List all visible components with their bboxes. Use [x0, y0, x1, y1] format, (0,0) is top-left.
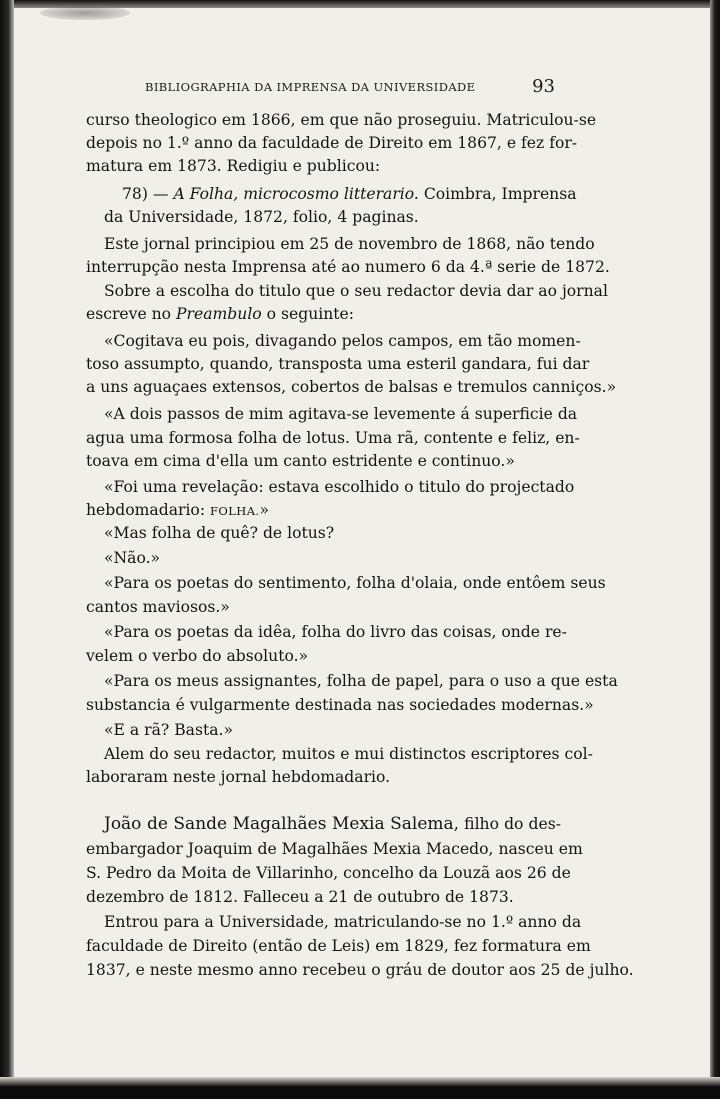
text-line: toso assumpto, quando, transposta uma esteril gandara, fui dar: [86, 355, 590, 373]
text-line: «Não.»: [104, 549, 161, 567]
text-line: dezembro de 1812. Falleceu a 21 de outubro de 1873.: [86, 888, 514, 906]
text-line: S. Pedro da Moita de Villarinho, concelho da Louzã aos 26 de: [86, 864, 571, 882]
text-line: 1837, e neste mesmo anno recebeu o gráu de doutor aos 25 de julho.: [86, 961, 634, 979]
text-line: agua uma formosa folha de lotus. Uma rã, contente e feliz, en-: [86, 429, 580, 447]
text-line: velem o verbo do absoluto.»: [86, 647, 309, 665]
text-line: toava em cima d'ella um canto estridente e continuo.»: [86, 452, 515, 470]
text-line: Este jornal principiou em 25 de novembro de 1868, não tendo: [104, 235, 595, 253]
author-name: João de Sande Magalhães Mexia Salema,: [104, 814, 460, 834]
text-line: hebdomadario: FOLHA.»: [86, 501, 270, 519]
text-line: da Universidade, 1872, folio, 4 paginas.: [104, 208, 419, 226]
running-head: BIBLIOGRAPHIA DA IMPRENSA DA UNIVERSIDADE: [145, 80, 476, 94]
text-line: faculdade de Direito (então de Leis) em 1829, fez formatura em: [86, 937, 591, 955]
scan-edge-right: [710, 0, 720, 1099]
scan-edge-left: [0, 0, 14, 1099]
text-line: matura em 1873. Redigiu e publicou:: [86, 157, 381, 175]
text-line: curso theologico em 1866, em que não proseguiu. Matriculou-se: [86, 111, 597, 129]
text-line: 78) — A Folha, microcosmo litterario. Coimbra, Imprensa: [122, 185, 577, 203]
title-italic: A Folha, microcosmo litterario.: [173, 185, 419, 203]
text-line: depois no 1.º anno da faculdade de Direito em 1867, e fez for-: [86, 134, 578, 152]
text-line: Sobre a escolha do titulo que o seu redactor devia dar ao jornal: [104, 282, 608, 300]
text-line: Alem do seu redactor, muitos e mui distinctos escriptores col-: [104, 745, 593, 763]
page-number: 93: [532, 76, 555, 97]
text-line: João de Sande Magalhães Mexia Salema, filho do des-: [104, 814, 561, 834]
text-line: «E a rã? Basta.»: [104, 721, 234, 739]
text-line: «A dois passos de mim agitava-se levemente á superficie da: [104, 405, 578, 423]
text-line: «Para os poetas da idêa, folha do livro das coisas, onde re-: [104, 623, 567, 641]
text-line: substancia é vulgarmente destinada nas sociedades modernas.»: [86, 696, 594, 714]
text-line: «Cogitava eu pois, divagando pelos campos, em tão momen-: [104, 332, 581, 350]
text-line: «Foi uma revelação: estava escolhido o titulo do projectado: [104, 478, 575, 496]
scan-shadow: [40, 6, 130, 20]
text-line: «Mas folha de quê? de lotus?: [104, 524, 335, 542]
preambulo-italic: Preambulo: [176, 305, 262, 323]
text-line: a uns aguaçaes extensos, cobertos de balsas e tremulos canniços.»: [86, 378, 617, 396]
text-line: escreve no Preambulo o seguinte:: [86, 305, 355, 323]
page-header: [145, 76, 555, 98]
text-line: interrupção nesta Imprensa até ao numero 6 da 4.ª serie de 1872.: [86, 258, 610, 276]
text-line: laboraram neste jornal hebdomadario.: [86, 768, 391, 786]
text-line: cantos maviosos.»: [86, 598, 230, 616]
folha-smallcaps: FOLHA.: [210, 504, 260, 518]
text-line: «Para os meus assignantes, folha de papel, para o uso a que esta: [104, 672, 618, 690]
text-line: embargador Joaquim de Magalhães Mexia Macedo, nasceu em: [86, 840, 583, 858]
scan-edge-bottom: [0, 1077, 720, 1099]
text-line: Entrou para a Universidade, matriculando-se no 1.º anno da: [104, 913, 582, 931]
text-line: «Para os poetas do sentimento, folha d'olaia, onde entôem seus: [104, 574, 606, 592]
